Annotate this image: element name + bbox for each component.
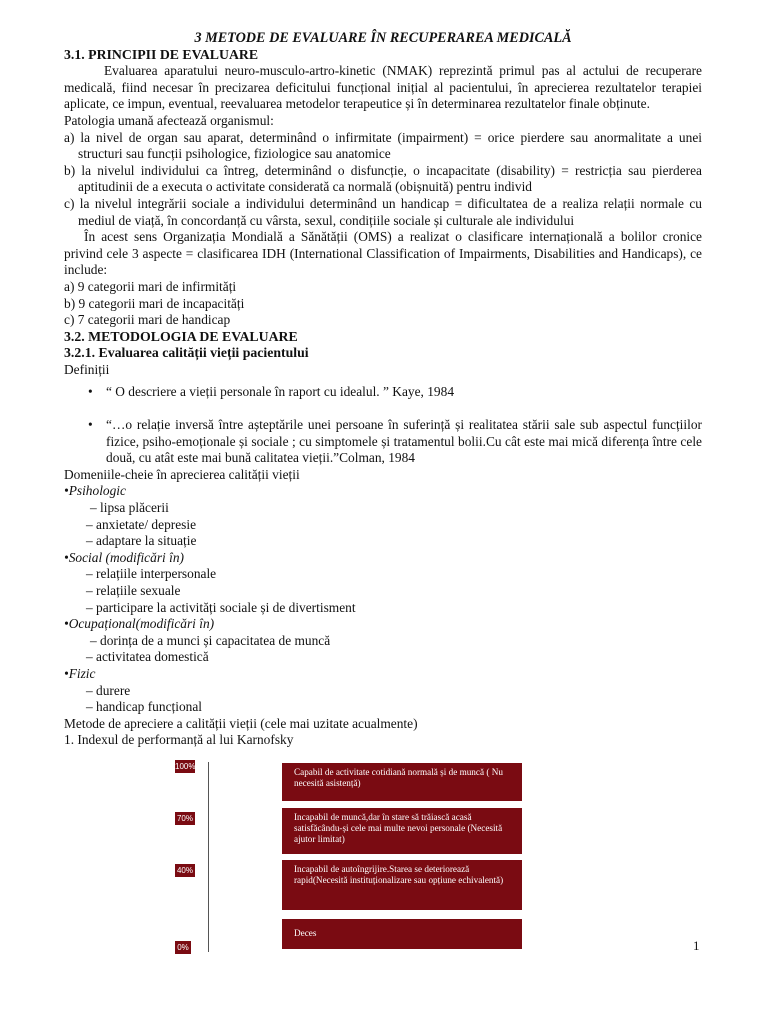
bullet-icon: •: [88, 384, 93, 400]
section-3-2-heading: 3.2. METODOLOGIA DE EVALUARE: [64, 328, 298, 344]
section-3-1-heading: 3.1. PRINCIPII DE EVALUARE: [64, 46, 259, 62]
definitions-label: Definiții: [64, 361, 110, 377]
key-domains-label: Domeniile-cheie în aprecierea calității vieții: [64, 466, 300, 482]
list-item: – participare la activități sociale și de divertisment: [86, 599, 356, 615]
list-item-a: a) la nivel de organ sau aparat, determinând o infirmitate (impairment) = orice pierdere sau anormalitate a unei structuri sau funcții psihologice, fiziologice sau anatomice: [64, 129, 702, 162]
level-box-normal: Capabil de activitate cotidiană normală și de muncă ( Nu necesită asistență): [282, 763, 522, 801]
domain-ocupational: •Ocupațional(modificări în): [64, 616, 215, 632]
quote-kaye-text: “ O descriere a vieții personale în raport cu idealul. ” Kaye, 1984: [106, 384, 455, 400]
list-item-c: c) la nivelul integrării sociale a individului determinând un handicap = dificultatea de a realiza relații normale cu mediul de viață, în concordanță cu vârsta, sexul, condițiile sociale și culturale ale individului: [64, 195, 702, 228]
domain-social: •Social (modificări în): [64, 549, 184, 565]
quote-colman: [64, 417, 702, 467]
category-a: a) 9 categorii mari de infirmități: [64, 278, 237, 294]
tick-100: 100%: [175, 762, 196, 771]
scale-axis: [208, 762, 209, 952]
karnofsky-index-diagram: [175, 760, 535, 960]
level-box-limited-help: Incapabil de muncă,dar în stare să trăiască acasă satisfăcându-și cele mai multe nevoi personale (Necesită ajutor limitat): [282, 808, 522, 854]
list-item: – handicap funcțional: [86, 699, 203, 715]
list-item: – durere: [86, 682, 131, 698]
tick-0: 0%: [175, 941, 191, 954]
list-item: – dorința de a munci și capacitatea de muncă: [90, 632, 331, 648]
tick-40: 40%: [176, 866, 193, 875]
level-box-deces: Deces: [282, 919, 522, 949]
list-item: – anxietate/ depresie: [86, 516, 197, 532]
quote-colman-text: “…o relație inversă între așteptările unei persoane în suferință și realitatea stării sale sub aspectul funcțiilor fizice, psiho-emoționale și sociale ; cu simptomele și tratamentul bolii.Cu cât este mai mică diferența între cele două, cu atât este mai bună calitatea vieții.”Colman, 1984: [106, 417, 702, 466]
list-item: – relațiile sexuale: [86, 583, 181, 598]
domain-fizic: •Fizic: [64, 665, 96, 681]
domain-psihologic: •Psihologic: [64, 483, 126, 499]
methods-label: Metode de apreciere a calității vieții (cele mai uzitate acualmente): [64, 715, 418, 731]
list-item: – activitatea domestică: [86, 649, 209, 665]
method-1-label: 1. Indexul de performanță al lui Karnofsky: [64, 732, 294, 748]
level-box-institutional: Incapabil de autoîngrijire.Starea se deteriorează rapid(Necesită instituționalizare sau opțiune echivalentă): [282, 860, 522, 910]
quote-kaye: [64, 384, 702, 401]
bullet-icon: •: [88, 417, 93, 433]
paragraph-oms: În acest sens Organizația Mondială a Sănătății (OMS) a realizat o clasificare internațională a bolilor cronice privind cele 3 aspecte = clasificarea IDH (International Classification of Impairments, Disabilities and Handicaps), ce include:: [64, 229, 702, 278]
list-item: – relațiile interpersonale: [86, 566, 217, 582]
section-3-2-1-heading: 3.2.1. Evaluarea calității vieții pacientului: [64, 345, 309, 361]
tick-70: 70%: [176, 814, 193, 823]
list-item-b: b) la nivelul individului ca întreg, determinând o disfuncție, o incapacitate (disability) = restricția sau pierderea aptitudinii de a executa o activitate considerată ca normală (obișnuită) pentru individ: [64, 162, 702, 195]
list-item: – adaptare la situație: [86, 533, 197, 549]
chapter-title: 3 METODE DE EVALUARE ÎN RECUPERAREA MEDICALĂ: [194, 30, 572, 46]
paragraph-intro: Evaluarea aparatului neuro-musculo-artro-kinetic (NMAK) reprezintă primul pas al actului de recuperare medicală, fiind necesar în precizarea deficitului funcțional inițial al pacientului, în aprecierea rezultatelor terapiei aplicate, ce impun, eventual, reevaluarea metodelor terapeutice și în determinarea rezultatelor finale obținute.: [64, 63, 702, 112]
list-item: – lipsa plăcerii: [90, 500, 169, 516]
document-page: [64, 30, 702, 749]
paragraph-patologia: Patologia umană afectează organismul:: [64, 112, 274, 128]
page-number: 1: [693, 938, 700, 953]
category-c: c) 7 categorii mari de handicap: [64, 312, 231, 328]
category-b: b) 9 categorii mari de incapacități: [64, 295, 245, 311]
